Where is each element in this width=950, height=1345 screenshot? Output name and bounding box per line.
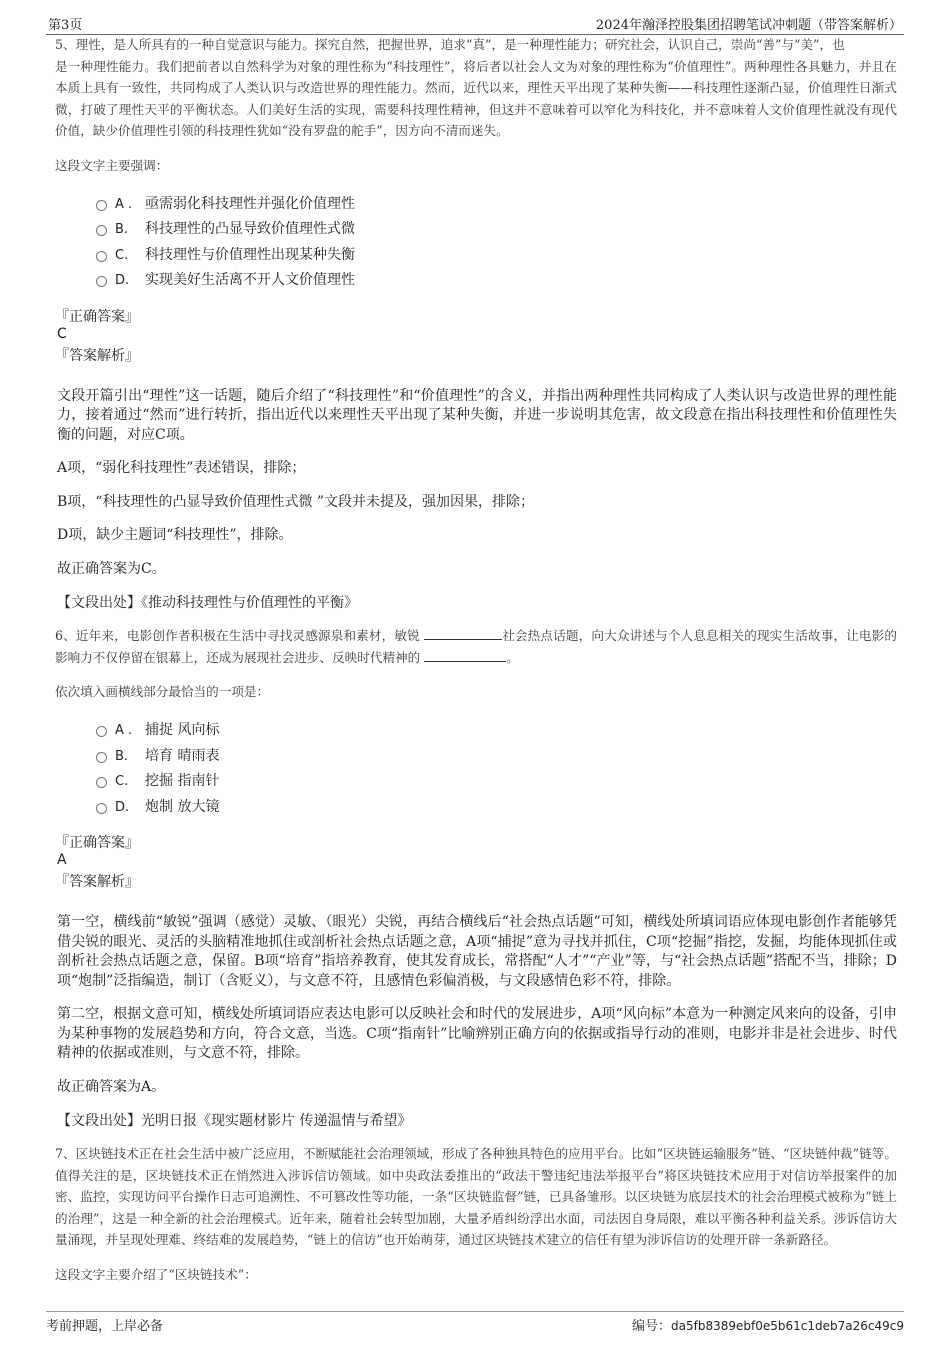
question-6-stem: 依次填入画横线部分最恰当的一项是： xyxy=(55,684,270,699)
question-5-stem: 这段文字主要强调： xyxy=(55,157,169,173)
question-5-options xyxy=(95,192,897,294)
option-a[interactable]: A . 捕捉 风向标 xyxy=(95,718,897,744)
analysis-paragraph: B项，“科技理性的凸显导致价值理性式微 ”文段并未提及，强加因果，排除； xyxy=(57,493,535,510)
question-6-passage: 6、近年来，电影创作者积极在生活中寻找灵感源泉和素材，敏锐 社会热点话题，向大众讲述与个人息息相关的现实生活故事，让电影的影响力不仅停留在银幕上，还成为展现社会进步、反映时代精神的 。 xyxy=(55,628,897,665)
source-citation: 【文段出处】《推动科技理性与价值理性的平衡》 xyxy=(57,595,358,611)
radio-icon[interactable] xyxy=(96,803,107,814)
question-5-passage-cut-line: 5、理性，是人所具有的一种自觉意识与能力。探究自然，把握世界，追求“真”，是一种理性能力；研究社会，认识自己，崇尚“善”与“美”，也 xyxy=(55,37,845,52)
analysis-label: 『答案解析』 xyxy=(55,874,139,890)
page-header xyxy=(46,12,904,35)
footer-slogan: 考前押题，上岸必备 xyxy=(46,1319,164,1334)
analysis-paragraph: 文段开篇引出“理性”这一话题，随后介绍了“科技理性”和“价值理性”的含义，并指出两种理性共同构成了人类认识与改造世界的理性能力，接着通过“然而”进行转折，指出近代以来理性天平出现了某种失衡，并进一步说明其危害，故文段意在指出科技理性和价值理性失衡的问题，对应C项。 xyxy=(57,387,897,443)
option-c[interactable]: C. 科技理性与价值理性出现某种失衡 xyxy=(95,243,897,269)
document-body xyxy=(55,38,897,1285)
correct-answer-label: 『正确答案』 xyxy=(55,835,139,851)
question-7 xyxy=(55,1143,897,1285)
question-6 xyxy=(55,625,897,1131)
source-citation: 【文段出处】光明日报《现实题材影片 传递温情与希望》 xyxy=(57,1113,412,1129)
analysis-paragraph: 故正确答案为A。 xyxy=(57,1078,166,1095)
analysis-paragraph: A项，“弱化科技理性”表述错误，排除； xyxy=(57,460,306,476)
option-d[interactable]: D. 实现美好生活离不开人文价值理性 xyxy=(95,268,897,294)
radio-icon[interactable] xyxy=(96,726,107,737)
radio-icon[interactable] xyxy=(96,777,107,788)
question-7-stem: 这段文字主要介绍了“区块链技术”： xyxy=(55,1266,257,1282)
correct-answer: A xyxy=(57,852,67,868)
analysis-paragraph: 第一空，横线前“敏锐”强调（感觉）灵敏、（眼光）尖锐，再结合横线后“社会热点话题”可知，横线处所填词语应体现电影创作者能够凭借尖锐的眼光、灵活的头脑精准地抓住或剖析社会热点话题之意，A项“捕捉”意为寻找并抓住，C项“挖掘”指挖，发掘，均能体现抓住或剖析社会热点话题之意，保留。B项“培育”指培养教育，使其发育成长，常搭配“人才”“产业”等，与“社会热点话题”搭配不当，排除；D项“炮制”泛指编造，制订（含贬义），与文意不符，且感情色彩偏消极，与文段感情色彩不符，排除。 xyxy=(57,914,897,989)
question-6-options xyxy=(95,718,897,820)
radio-icon[interactable] xyxy=(96,251,107,262)
correct-answer-label: 『正确答案』 xyxy=(55,308,139,325)
option-d[interactable]: D. 炮制 放大镜 xyxy=(95,795,897,821)
document-title: 2024年瀚泽控股集团招聘笔试冲刺题（带答案解析） xyxy=(595,18,902,33)
document-code: 编号：da5fb8389ebf0e5b61c1deb7a26c49c9 xyxy=(632,1319,904,1334)
page-footer xyxy=(46,1311,904,1334)
question-5-passage: 是一种理性能力。我们把前者以自然科学为对象的理性称为“科技理性”，将后者以社会人文为对象的理性称为“价值理性”。两种理性各具魅力，并且在本质上具有一致性，共同构成了人类认识与改造世界的理性能力。然而，近代以来，理性天平出现了某种失衡——科技理性逐渐凸显，价值理性日渐式微，打破了理性天平的平衡状态。人们美好生活的实现，需要科技理性精神，但这并不意味着可以窄化为科技化，并不意味着人文价值理性就没有现代价值，缺少价值理性引领的科技理性犹如“没有罗盘的舵手”，因方向不清而迷失。 xyxy=(55,58,897,138)
question-7-passage: 7、区块链技术正在社会生活中被广泛应用，不断赋能社会治理领域，形成了各种独具特色的应用平台。比如“区块链运输服务”链、“区块链仲裁”链等。值得关注的是，区块链技术正在悄然进入涉诉信访领域。如中央政法委推出的“政法干警违纪违法举报平台”将区块链技术应用于对信访举报案件的加密、监控，实现访问平台操作日志可追溯性、不可篡改性等功能，一条“区块链监督”链，已具备雏形。以区块链为底层技术的社会治理模式被称为“链上的治理”，这是一种全新的社会治理模式。近年来，随着社会转型加剧，大量矛盾纠纷浮出水面，司法因自身局限，难以平衡各种利益关系。涉诉信访大量涌现，并呈现处理难、终结难的发展趋势，“链上的信访”也开始萌芽，通过区块链技术建立的信任有望为涉诉信访的处理开辟一条新路径。 xyxy=(55,1146,897,1247)
radio-icon[interactable] xyxy=(96,276,107,287)
option-b[interactable]: B. 培育 晴雨表 xyxy=(95,744,897,770)
fill-blank xyxy=(424,627,502,640)
analysis-paragraph: D项，缺少主题词“科技理性”，排除。 xyxy=(57,527,293,543)
fill-blank xyxy=(424,649,506,662)
question-5 xyxy=(55,34,897,613)
option-c[interactable]: C. 挖掘 指南针 xyxy=(95,769,897,795)
page-number: 第3页 xyxy=(48,18,83,33)
option-b[interactable]: B. 科技理性的凸显导致价值理性式微 xyxy=(95,217,897,243)
radio-icon[interactable] xyxy=(96,200,107,211)
radio-icon[interactable] xyxy=(96,225,107,236)
analysis-label: 『答案解析』 xyxy=(55,347,139,364)
analysis-paragraph: 第二空，根据文意可知，横线处所填词语应表达电影可以反映社会和时代的发展进步，A项“风向标”本意为一种测定风来向的设备，引申为某种事物的发展趋势和方向，符合文意，当选。C项“指南针”比喻辨别正确方向的依据或指导行动的准则，电影并非是社会进步、时代精神的依据或准则，与文意不符，排除。 xyxy=(57,1006,897,1061)
correct-answer: C xyxy=(57,325,67,342)
option-a[interactable]: A . 亟需弱化科技理性并强化价值理性 xyxy=(95,192,897,218)
radio-icon[interactable] xyxy=(96,752,107,763)
analysis-paragraph: 故正确答案为C。 xyxy=(57,560,166,577)
